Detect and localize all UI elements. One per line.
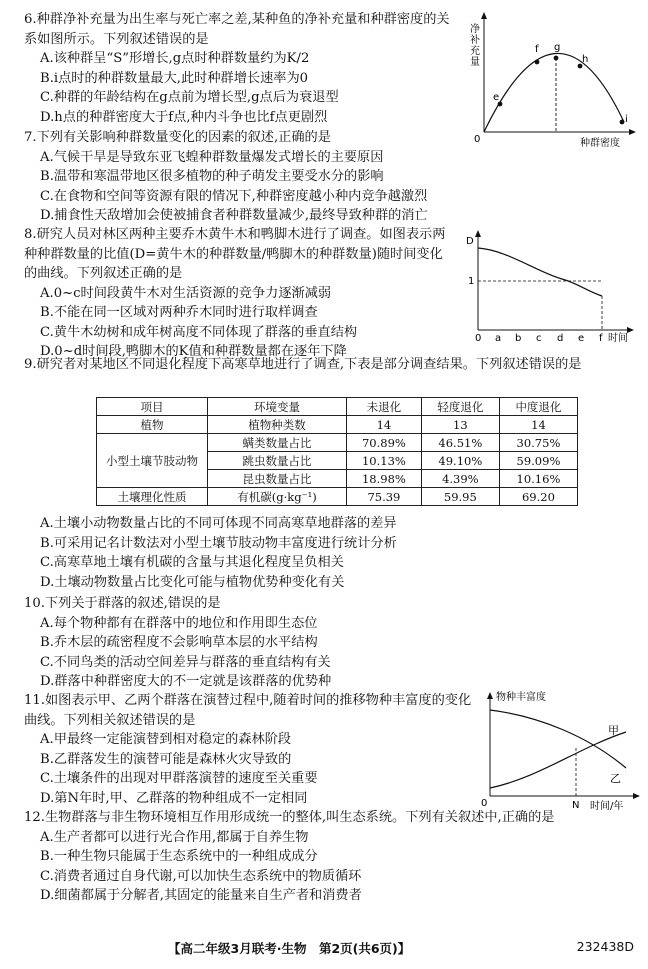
- table-cell: 59.09%: [499, 452, 577, 470]
- fig8-tick-c: c: [536, 333, 542, 344]
- question-8: [24, 225, 454, 362]
- table-header: 中度退化: [499, 398, 577, 416]
- question-10: [24, 594, 634, 692]
- table-cell: 46.51%: [421, 434, 499, 452]
- table-cell: 49.10%: [421, 452, 499, 470]
- fig6-label-g: g: [554, 42, 561, 53]
- fig6-ylabel-4: 量: [470, 57, 480, 68]
- fig11-ylabel: 物种丰富度: [496, 692, 546, 703]
- option: A.生产者都可以进行光合作用,都属于自养生物: [40, 829, 309, 845]
- fig6-xlabel: 种群密度: [580, 138, 620, 149]
- question-11: [24, 691, 479, 808]
- fig8-curve: [462, 228, 642, 346]
- table-cell: 昆虫数量占比: [208, 470, 347, 488]
- table-cell: 跳虫数量占比: [208, 452, 347, 470]
- table-cell: 69.20: [499, 488, 577, 506]
- fig6-origin: 0: [474, 134, 481, 145]
- option: D.第N年时,甲、乙群落的物种组成不一定相同: [40, 790, 308, 806]
- option: C.黄牛木幼树和成年树高度不同体现了群落的垂直结构: [40, 324, 358, 340]
- table-cell: 70.89%: [347, 434, 422, 452]
- option: C.土壤条件的出现对甲群落演替的速度至关重要: [40, 771, 318, 786]
- question-stem: 12.生物群落与非生物环境相互作用形成统一的整体,叫生态系统。下列有关叙述中,正确的是: [24, 810, 555, 825]
- fig6-ylabel-2: 补: [470, 35, 480, 46]
- option: C.在食物和空间等资源有限的情况下,种群密度越小种内竞争越激烈: [40, 188, 428, 204]
- question-stem: 6.种群净补充量为出生率与死亡率之差,某种鱼的净补充量和种群密度的关系如图所示。下列叙述错误的是: [24, 12, 450, 47]
- option: A.土壤小动物数量占比的不同可体现不同高寒草地群落的差异: [40, 516, 397, 531]
- question-9-options: [24, 514, 634, 592]
- option: D.土壤动物数量占比变化可能与植物优势种变化有关: [40, 574, 345, 590]
- fig6-point-g: [554, 56, 559, 61]
- table-cell: 植物种类数: [208, 416, 347, 434]
- table-cell: 30.75%: [499, 434, 577, 452]
- fig11-curves: [478, 688, 644, 814]
- question-stem: 10.下列关于群落的叙述,错误的是: [24, 596, 221, 611]
- fig11-origin: 0: [481, 798, 488, 809]
- option: A.该种群呈“S”形增长,g点时种群数量约为K/2: [40, 51, 310, 66]
- option: C.消费者通过自身代谢,可以加快生态系统中的物质循环: [40, 868, 362, 884]
- fig8-one: 1: [468, 276, 475, 287]
- table-header: 环境变量: [208, 398, 347, 416]
- table-header-row: [97, 398, 578, 416]
- option: D.细菌都属于分解者,其固定的能量来自生产者和消费者: [40, 888, 362, 903]
- fig8-ylabel: D: [466, 236, 474, 247]
- table-cell: 4.39%: [421, 470, 499, 488]
- table-header: 轻度退化: [421, 398, 499, 416]
- table-row: [97, 416, 578, 434]
- fig6-label-i: i: [625, 114, 628, 125]
- footer-title: 【高二年级3月联考·生物 第2页(共6页)】: [168, 941, 411, 956]
- survey-table: [96, 397, 578, 506]
- option: B.不能在同一区域对两种乔木同时进行取样调查: [40, 305, 318, 320]
- option: B.可采用记名计数法对小型土壤节肢动物丰富度进行统计分析: [40, 535, 397, 551]
- fig6-point-f: [535, 60, 540, 65]
- fig11-label-jia: 甲: [608, 724, 619, 737]
- fig8-tick-0: 0: [475, 333, 482, 344]
- question-7: [24, 128, 634, 226]
- question-12: [24, 808, 634, 906]
- question-6: [24, 10, 454, 127]
- fig8-tick-b: b: [515, 333, 522, 344]
- table-row: [97, 488, 578, 506]
- option: A.气候干旱是导致东亚飞蝗种群数量爆发式增长的主要原因: [40, 149, 384, 165]
- table-header: 未退化: [347, 398, 422, 416]
- table-cell: 植物: [97, 416, 208, 434]
- option: B.乔木层的疏密程度不会影响草本层的水平结构: [40, 635, 318, 650]
- question-stem: 8.研究人员对林区两种主要乔木黄牛木和鸭脚木进行了调查。如图表示两种种群数量的比值(D=黄牛木的种群数量/鸭脚木的种群数量)随时间变化的曲线。下列叙述正确的是: [24, 227, 446, 281]
- table-cell: 螨类数量占比: [208, 434, 347, 452]
- question-stem: 11.如图表示甲、乙两个群落在演替过程中,随着时间的推移物种丰富度的变化曲线。下列相关叙述错误的是: [24, 693, 472, 728]
- fig11-curve-jia: [490, 710, 626, 768]
- table-cell: 13: [421, 416, 499, 434]
- fig6-label-e: e: [493, 92, 500, 103]
- table-cell: 10.13%: [347, 452, 422, 470]
- option: B.一种生物只能属于生态系统中的一种组成成分: [40, 849, 318, 864]
- option: D.捕食性天敌增加会使被捕食者种群数量减少,最终导致种群的消亡: [40, 208, 428, 223]
- option: B.乙群落发生的演替可能是森林火灾导致的: [40, 751, 292, 767]
- fig6-label-f: f: [535, 44, 539, 55]
- table-cell: 10.16%: [499, 470, 577, 488]
- option: C.种群的年龄结构在g点前为增长型,g点后为衰退型: [40, 90, 339, 105]
- fig8-tick-d: d: [557, 333, 564, 344]
- fig11-n: N: [572, 800, 580, 811]
- fig8-tick-f: f: [599, 333, 603, 344]
- fig6-ylabel-3: 充: [470, 46, 480, 57]
- question-9: [24, 355, 634, 375]
- fig6-label-h: h: [582, 54, 589, 65]
- footer-code: 232438D: [576, 939, 634, 954]
- option: D.h点的种群密度大于f点,种内斗争也比f点更剧烈: [40, 109, 328, 125]
- fig11-curve-yi: [490, 732, 626, 788]
- option: D.0~d时间段,鸭脚木的K值和种群数量都在逐年下降: [40, 344, 347, 359]
- option: D.群落中种群密度大的不一定就是该群落的优势种: [40, 674, 332, 689]
- fig8-xlabel: 时间: [608, 333, 628, 344]
- option: B.温带和寒温带地区很多植物的种子萌发主要受水分的影响: [40, 169, 384, 184]
- option: A.甲最终一定能演替到相对稳定的森林阶段: [40, 732, 292, 747]
- table-cell: 有机碳(g·kg⁻¹): [208, 488, 347, 506]
- option: A.每个物种都有在群落中的地位和作用即生态位: [40, 615, 318, 631]
- table-cell: 土壤理化性质: [97, 488, 208, 506]
- option: B.i点时的种群数量最大,此时种群增长速率为0: [40, 70, 309, 86]
- fig8-tick-a: a: [495, 333, 502, 344]
- table-cell: 14: [347, 416, 422, 434]
- table-cell: 75.39: [347, 488, 422, 506]
- table-cell: 14: [499, 416, 577, 434]
- fig6-point-i: [620, 120, 625, 125]
- question-stem: 7.下列有关影响种群数量变化的因素的叙述,正确的是: [24, 130, 331, 145]
- option: A.0~c时间段黄牛木对生活资源的竞争力逐渐减弱: [40, 285, 332, 301]
- fig6-ylabel-1: 净: [470, 24, 480, 35]
- table-row: [97, 434, 578, 452]
- question-stem: 9.研究者对某地区不同退化程度下高寒草地进行了调查,下表是部分调查结果。下列叙述错误的是: [24, 357, 582, 372]
- table-cell: 18.98%: [347, 470, 422, 488]
- table-cell: 小型土壤节肢动物: [97, 434, 208, 488]
- table-cell: 59.95: [421, 488, 499, 506]
- fig8-tick-e: e: [578, 333, 585, 344]
- fig11-xlabel: 时间/年: [590, 801, 624, 812]
- fig11-label-yi: 乙: [610, 772, 621, 785]
- table-header: 项目: [97, 398, 208, 416]
- option: C.不同鸟类的活动空间差异与群落的垂直结构有关: [40, 654, 331, 670]
- option: C.高寒草地土壤有机碳的含量与其退化程度呈负相关: [40, 555, 344, 570]
